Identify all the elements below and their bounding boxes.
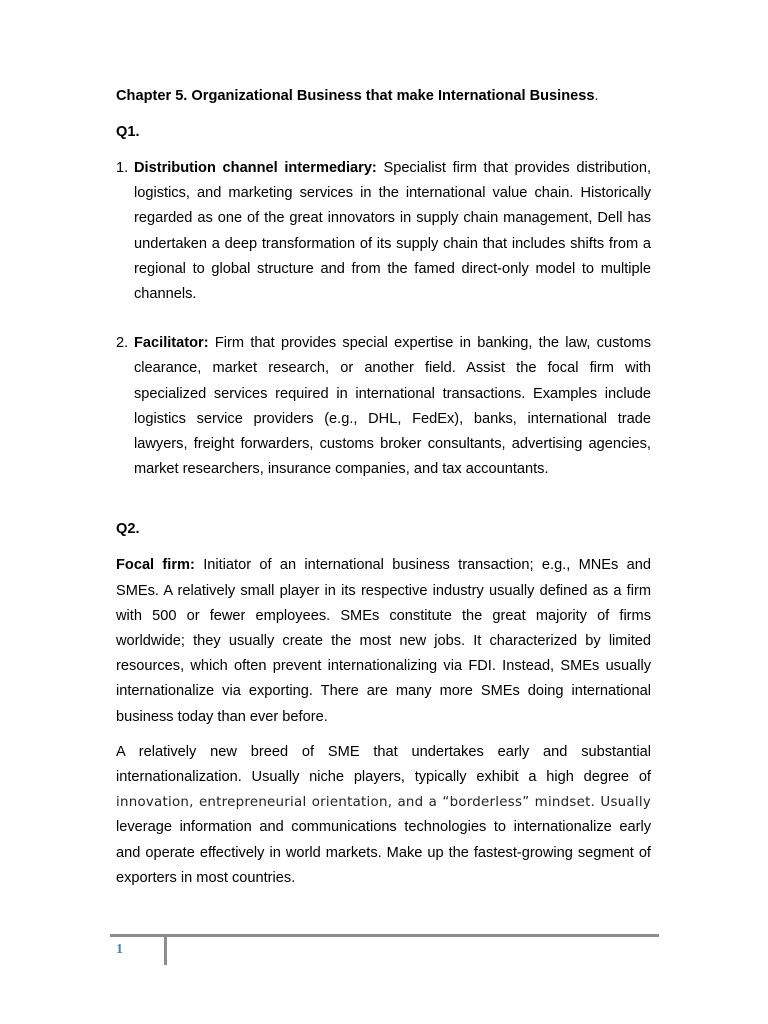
q2-heading: Q2. [116, 521, 140, 538]
list-item-body [134, 331, 651, 482]
born-global-text-a: A relatively new breed of SME that undertakes early and substantial internationalization. Usually niche players, typically exhibit a high degree of [116, 743, 651, 786]
focal-firm-term: Focal firm: [116, 557, 195, 574]
born-global-paragraph [116, 740, 651, 891]
list-item-term: Distribution channel intermediary: [134, 160, 377, 176]
list-item-term: Facilitator: [134, 335, 209, 352]
q1-heading: Q1. [116, 124, 140, 140]
list-item [116, 156, 651, 307]
list-item-number: 1. [116, 160, 129, 176]
list-item-text: Firm that provides special expertise in banking, the law, customs clearance, market research, or another field. Assist the focal firm with specialized services required in international transactions. Examples include logistics service providers (e.g., DHL, FedEx), banks, international trade lawyers, freight forwarders, customs broker consultants, advertising agencies, market researchers, insurance companies, and tax accountants. [134, 335, 651, 478]
title-period: . [594, 88, 599, 104]
list-item-body [134, 156, 651, 307]
document-title [116, 84, 651, 108]
footer-divider [164, 934, 167, 965]
list-item-text: Specialist firm that provides distribution, logistics, and marketing services in the international value chain. Historically regarded as one of the great innovators in supply chain management, Dell has undertaken a deep transformation of its supply chain that includes shifts from a regional to global structure and from the famed direct-only model to multiple channels. [134, 160, 652, 303]
q1-list [116, 156, 651, 482]
born-global-text-c: leverage information and communications technologies to internationalize early and operate effectively in world markets. Make up the fastest-growing segment of exporters in most countries. [116, 819, 651, 886]
focal-firm-text: Initiator of an international business transaction; e.g., MNEs and SMEs. A relatively small player in its respective industry usually defined as a firm with 500 or fewer employees. SMEs constitute the great majority of firms worldwide; they usually create the most new jobs. It characterized by limited resources, which often prevent internationalizing via FDI. Instead, SMEs usually internationalize via exporting. There are many more SMEs doing international business today than ever before. [116, 557, 651, 725]
list-item [116, 331, 651, 482]
list-item-number: 2. [116, 335, 129, 352]
title-text: Chapter 5. Organizational Business that make International Business [116, 88, 595, 104]
document-page [116, 84, 651, 891]
born-global-text-b: innovation, entrepreneurial orientation, and a “borderless” mindset. Usually [116, 795, 651, 811]
footer-rule [110, 934, 659, 937]
focal-firm-paragraph [116, 553, 651, 729]
page-number: 1 [116, 942, 123, 957]
